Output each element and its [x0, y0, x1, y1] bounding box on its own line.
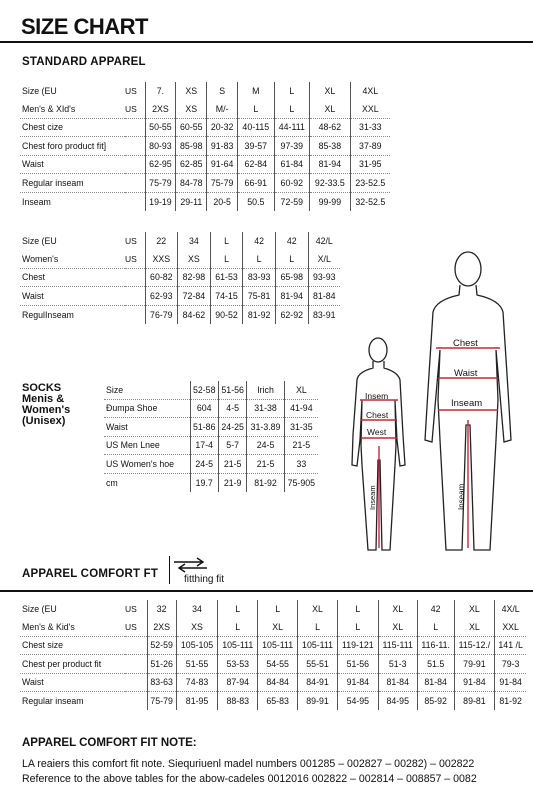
table-cell: Irich [247, 381, 284, 399]
table-row [104, 436, 318, 455]
child-inseam-vertical-label: Inseam [368, 485, 377, 510]
table-cell: 115-12./ [454, 636, 495, 655]
table-cell: XL [258, 618, 298, 636]
table-cell: 21-5 [247, 455, 284, 474]
us-label [125, 673, 147, 692]
table-cell: 33 [284, 455, 318, 474]
table-cell: 81-95 [176, 692, 218, 711]
table-cell: 119-121 [337, 636, 378, 655]
row-label: Chest per product fit [20, 655, 125, 674]
table-cell: XXL [350, 100, 390, 118]
table-cell: 74-83 [176, 673, 218, 692]
row-label: Waist [20, 155, 125, 174]
us-label [125, 192, 145, 211]
table-cell: 91-84 [495, 673, 526, 692]
table-cell: 23-52.5 [350, 174, 390, 193]
table-cell: XS [178, 250, 211, 268]
table-cell: 66-91 [238, 174, 274, 193]
table-cell: 60-55 [176, 118, 207, 137]
table-cell: XL [454, 600, 495, 618]
table-cell: L [210, 250, 243, 268]
table-cell: 105-111 [258, 636, 298, 655]
us-label [125, 137, 145, 156]
table-row [104, 473, 318, 492]
table-cell: XL [310, 100, 351, 118]
table-cell: 88-83 [218, 692, 258, 711]
row-label: Waist [20, 287, 125, 306]
row-label: Inseam [22, 196, 51, 207]
table-row [20, 137, 390, 156]
table-cell: 84-91 [298, 673, 338, 692]
table-row [20, 232, 340, 250]
us-label: US [125, 100, 145, 118]
table-cell: 93-93 [308, 268, 340, 287]
body-measurement-figure [340, 250, 533, 562]
table-cell: L [274, 82, 310, 100]
us-label [125, 155, 145, 174]
table-cell: L [218, 618, 258, 636]
table-cell: 62-85 [176, 155, 207, 174]
row-label: RegulInseam [22, 309, 74, 320]
row-label: Chest size [20, 636, 125, 655]
child-chest-label: Chest [366, 410, 389, 420]
row-label: US Men Lnee [104, 436, 190, 455]
adult-waist-label: Waist [454, 368, 478, 379]
table-cell: 604 [190, 399, 218, 418]
table-cell: 75-79 [145, 174, 176, 193]
row-label: Size [104, 381, 190, 399]
table-cell: 31-95 [350, 155, 390, 174]
table-row [104, 455, 318, 474]
us-label [125, 692, 147, 711]
page-title: SIZE CHART [21, 14, 148, 39]
table-cell: 81-84 [378, 673, 417, 692]
table-cell: 51-55 [176, 655, 218, 674]
us-label: US [125, 250, 145, 268]
table-cell: 7. [145, 82, 176, 100]
table-row [104, 418, 318, 437]
table-cell: 87-94 [218, 673, 258, 692]
table-cell: 24-5 [247, 436, 284, 455]
us-label [125, 268, 145, 287]
table-cell: M/- [207, 100, 238, 118]
table-cell: 50-55 [145, 118, 176, 137]
table-cell: 72-59 [274, 192, 310, 211]
table-cell: 89-81 [454, 692, 495, 711]
table-cell: XL [378, 618, 417, 636]
table-row [20, 636, 526, 655]
table-cell: 82-98 [178, 268, 211, 287]
body-figure-svg [340, 250, 533, 562]
table-cell: 75-79 [147, 692, 176, 711]
row-label: Men's & Kid's [20, 618, 125, 636]
table-cell: 31-3.89 [247, 418, 284, 437]
table-cell: 105-111 [218, 636, 258, 655]
table-cell: 75-79 [207, 174, 238, 193]
table-cell: L [337, 618, 378, 636]
row-label: Chest [20, 268, 125, 287]
table-cell: XXS [145, 250, 178, 268]
table-cell: 55-51 [298, 655, 338, 674]
table-cell: 83-63 [147, 673, 176, 692]
socks-title-line: SOCKS [22, 382, 62, 394]
table-cell: 83-93 [243, 268, 276, 287]
table-cell: 116-11. [417, 636, 454, 655]
table-cell: 92-33.5 [310, 174, 351, 193]
table-cell: 19-19 [145, 192, 176, 211]
comfort-underline [0, 590, 533, 592]
table-row [20, 82, 390, 100]
table-cell: 84-78 [176, 174, 207, 193]
row-label: Size (EU [22, 236, 57, 246]
table-cell: 60-82 [145, 268, 178, 287]
child-head [369, 338, 387, 362]
table-row [20, 673, 526, 692]
table-cell: L [298, 618, 338, 636]
table-cell: 54-55 [258, 655, 298, 674]
us-label [125, 287, 145, 306]
us-label [125, 174, 145, 193]
table-row [20, 305, 340, 324]
table-cell: 24-5 [190, 455, 218, 474]
table-cell: 62-92 [275, 305, 308, 324]
us-label [125, 118, 145, 137]
table-cell: 21-9 [218, 473, 246, 492]
table-cell: 81-92 [247, 473, 284, 492]
table-cell: 85-98 [176, 137, 207, 156]
note-line-2: Reference to the above tables for the abow-cadeles 0012016 002822 – 002814 – 008857 – 0082 [22, 773, 477, 785]
table-cell: 54-95 [337, 692, 378, 711]
us-label: US [125, 618, 147, 636]
table-cell: 32 [147, 600, 176, 618]
row-label: Size (EU [22, 604, 57, 614]
table-cell: 42 [275, 232, 308, 250]
table-cell: 42/L [308, 232, 340, 250]
table-cell: 84-95 [378, 692, 417, 711]
table-cell: L [274, 100, 310, 118]
table-cell: L [218, 600, 258, 618]
table-cell: XS [176, 618, 218, 636]
table-row [20, 655, 526, 674]
table-cell: 31-35 [284, 418, 318, 437]
table-cell: XL [298, 600, 338, 618]
table-row [20, 250, 340, 268]
table-cell: 74-15 [210, 287, 243, 306]
row-label: Men's & XId's [20, 100, 125, 118]
table-row [20, 600, 526, 618]
table-cell: L [417, 618, 454, 636]
row-label: Ðumpa Shoe [104, 399, 190, 418]
adult-inseam-label: Inseam [451, 398, 483, 409]
adult-chest-label: Chest [453, 338, 478, 349]
table-cell: 42 [243, 232, 276, 250]
table-cell: 17-4 [190, 436, 218, 455]
table-cell: 84-84 [258, 673, 298, 692]
comfort-title: APPAREL COMFORT FT [22, 568, 159, 580]
us-label [125, 305, 145, 324]
table-cell: 79-91 [454, 655, 495, 674]
table-cell: 5-7 [218, 436, 246, 455]
table-cell: 91-84 [454, 673, 495, 692]
table-cell: 90-52 [210, 305, 243, 324]
title-underline [0, 41, 533, 43]
table-cell: 72-84 [178, 287, 211, 306]
table-cell: 42 [417, 600, 454, 618]
table-cell: 21-5 [284, 436, 318, 455]
table-cell: 99-99 [310, 192, 351, 211]
comfort-divider [169, 556, 170, 584]
table-cell: 61-84 [274, 155, 310, 174]
table-cell: 31-33 [350, 118, 390, 137]
row-label: Size (EU [22, 86, 57, 96]
table-cell: 62-95 [145, 155, 176, 174]
row-label: Waist [20, 673, 125, 692]
table-cell: 22 [145, 232, 178, 250]
table-cell: XL [284, 381, 318, 399]
table-cell: X/L [308, 250, 340, 268]
comfort-table [20, 600, 526, 710]
table-cell: L [275, 250, 308, 268]
table-cell: 81-84 [417, 673, 454, 692]
table-row [20, 287, 340, 306]
table-row [20, 192, 390, 211]
table-cell: 24-25 [218, 418, 246, 437]
socks-title-line: (Unisex) [22, 415, 66, 427]
table-cell: 4X/L [495, 600, 526, 618]
table-row [20, 618, 526, 636]
table-cell: 40-115 [238, 118, 274, 137]
table-cell: 50.5 [238, 192, 274, 211]
table-cell: 65-98 [275, 268, 308, 287]
table-cell: 80-93 [145, 137, 176, 156]
table-cell: 29-11 [176, 192, 207, 211]
table-cell: 39-57 [238, 137, 274, 156]
table-cell: XL [454, 618, 495, 636]
table-cell: XL [378, 600, 417, 618]
table-cell: 105-105 [176, 636, 218, 655]
note-title: APPAREL COMFORT FIT NOTE: [22, 737, 197, 749]
socks-title [22, 383, 112, 427]
adult-inseam-vertical-label: Inseam [457, 483, 466, 510]
table-row [20, 174, 390, 193]
table-cell: L [243, 250, 276, 268]
note-line-1: LA reaiers this comfort fit note. Siequriuenl madel numbers 001285 – 002827 – 00282) – 002822 [22, 758, 475, 770]
table-cell: 52-58 [190, 381, 218, 399]
table-cell: L [337, 600, 378, 618]
table-row [20, 118, 390, 137]
table-cell: 75-81 [243, 287, 276, 306]
us-label: US [125, 236, 137, 246]
row-label: Waist [104, 418, 190, 437]
table-cell: 51.5 [417, 655, 454, 674]
table-cell: 81-94 [275, 287, 308, 306]
socks-title-line: Women's [22, 404, 71, 416]
table-cell: 65-83 [258, 692, 298, 711]
standard-apparel-title: STANDARD APPAREL [22, 56, 146, 68]
row-label: cm [106, 477, 118, 488]
table-cell: 44-111 [274, 118, 310, 137]
table-cell: 89-91 [298, 692, 338, 711]
table-cell: 34 [176, 600, 218, 618]
table-cell: 51-56 [337, 655, 378, 674]
table-cell: 81-92 [243, 305, 276, 324]
table-cell: 34 [178, 232, 211, 250]
table-cell: 60-92 [274, 174, 310, 193]
table-row [20, 268, 340, 287]
table-cell: 83-91 [308, 305, 340, 324]
adult-head [455, 252, 481, 286]
table-cell: 76-79 [145, 305, 178, 324]
table-cell: 19.7 [190, 473, 218, 492]
table-cell: L [258, 600, 298, 618]
table-cell: 51-86 [190, 418, 218, 437]
table-cell: M [238, 82, 274, 100]
us-label [125, 636, 147, 655]
table-cell: 91-64 [207, 155, 238, 174]
table-row [20, 155, 390, 174]
table-cell: 81-84 [308, 287, 340, 306]
table-cell: 62-84 [238, 155, 274, 174]
socks-title-line: Menis & [22, 393, 65, 405]
table-cell: 4-5 [218, 399, 246, 418]
table-cell: 20-5 [207, 192, 238, 211]
table-cell: XL [310, 82, 351, 100]
table-cell: 79-3 [495, 655, 526, 674]
table-cell: 91-83 [207, 137, 238, 156]
table-cell: 31-38 [247, 399, 284, 418]
row-label: Chest foro product fit] [20, 137, 125, 156]
child-waist-label: West [367, 427, 387, 437]
table-cell: 85-38 [310, 137, 351, 156]
table-cell: XS [176, 100, 207, 118]
table-cell: 51-26 [147, 655, 176, 674]
row-label: Women's [20, 250, 125, 268]
table-cell: 141 /L [495, 636, 526, 655]
table-row [20, 100, 390, 118]
us-label [125, 655, 147, 674]
table-cell: 81-94 [310, 155, 351, 174]
row-label: Regular inseam [20, 174, 125, 193]
row-label: Regular inseam [22, 696, 84, 707]
child-inseam-top-label: Insem [365, 391, 389, 401]
table-cell: XXL [495, 618, 526, 636]
table-cell: 115-111 [378, 636, 417, 655]
table-cell: 41-94 [284, 399, 318, 418]
table-cell: XS [176, 82, 207, 100]
table-cell: 81-92 [495, 692, 526, 711]
table-cell: 4XL [350, 82, 390, 100]
table-cell: 52-59 [147, 636, 176, 655]
row-label: Chest cize [20, 118, 125, 137]
us-label: US [125, 604, 137, 614]
table-cell: 20-32 [207, 118, 238, 137]
table-cell: 84-62 [178, 305, 211, 324]
us-label: US [125, 86, 137, 96]
table-cell: 53-53 [218, 655, 258, 674]
fit-label: fitthing fit [184, 574, 225, 585]
table-cell: 62-93 [145, 287, 178, 306]
row-label: US Women's hoe [104, 455, 190, 474]
table-row [104, 399, 318, 418]
table-row [20, 692, 526, 711]
table-cell: 75-905 [284, 473, 318, 492]
table-cell: 48-62 [310, 118, 351, 137]
table-row [104, 381, 318, 399]
table-cell: L [210, 232, 243, 250]
standard-men-table [20, 82, 390, 211]
table-cell: 105-111 [298, 636, 338, 655]
table-cell: 51-3 [378, 655, 417, 674]
table-cell: 2XS [147, 618, 176, 636]
table-cell: 85-92 [417, 692, 454, 711]
table-cell: 61-53 [210, 268, 243, 287]
standard-women-table [20, 232, 340, 324]
table-cell: 91-84 [337, 673, 378, 692]
socks-table [104, 381, 318, 492]
table-cell: 32-52.5 [350, 192, 390, 211]
table-cell: S [207, 82, 238, 100]
table-cell: 97-39 [274, 137, 310, 156]
table-cell: L [238, 100, 274, 118]
table-cell: 2XS [145, 100, 176, 118]
table-cell: 21-5 [218, 455, 246, 474]
table-cell: 37-89 [350, 137, 390, 156]
table-cell: 51-56 [218, 381, 246, 399]
